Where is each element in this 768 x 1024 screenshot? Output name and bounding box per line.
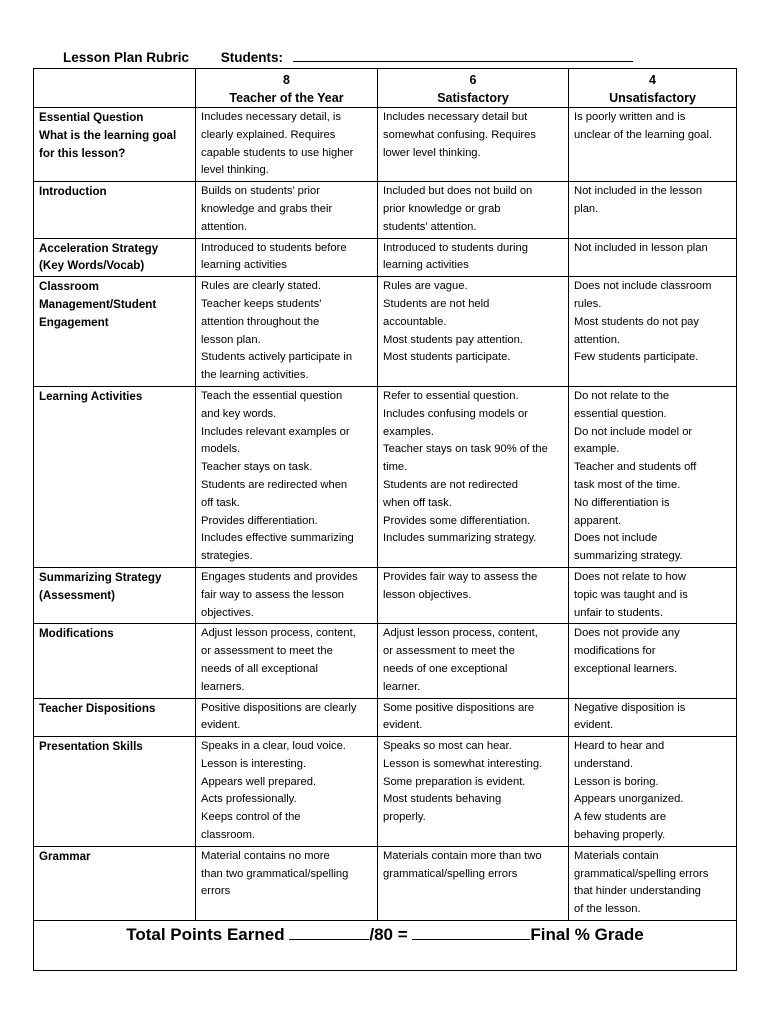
descriptor-text: or assessment to meet the bbox=[383, 645, 515, 658]
descriptor-text: properly. bbox=[383, 811, 426, 824]
descriptor-text: example. bbox=[574, 443, 620, 456]
descriptor-text: grammatical/spelling errors bbox=[383, 867, 518, 880]
descriptor-text: Students are redirected when bbox=[201, 478, 348, 491]
descriptor-text: Teacher stays on task 90% of the bbox=[383, 443, 548, 456]
descriptor-text: Does not provide any bbox=[574, 627, 680, 640]
rubric-row bbox=[34, 108, 737, 182]
descriptor-text: lesson plan. bbox=[201, 333, 261, 346]
descriptor-text: Teacher keeps students’ bbox=[201, 297, 322, 310]
students-label: Students: bbox=[220, 50, 284, 65]
descriptor-text: Adjust lesson process, content, bbox=[383, 627, 538, 640]
column-points: 4 bbox=[649, 73, 656, 87]
descriptor-text: lesson objectives. bbox=[383, 588, 472, 601]
descriptor-text: students’ attention. bbox=[383, 220, 477, 233]
students-blank-line[interactable] bbox=[293, 49, 633, 62]
descriptor-text: or assessment to meet the bbox=[201, 645, 333, 658]
criterion-text: Grammar bbox=[39, 849, 91, 863]
descriptor-text: the learning activities. bbox=[201, 369, 309, 382]
descriptor-cell-satisfactory bbox=[378, 737, 569, 847]
column-header-teacher-of-the-year bbox=[196, 69, 378, 108]
criterion-text: for this lesson? bbox=[39, 146, 126, 160]
descriptor-text: Some positive dispositions are bbox=[383, 701, 535, 714]
descriptor-text: accountable. bbox=[383, 315, 447, 328]
criterion-text: Introduction bbox=[39, 185, 107, 199]
descriptor-cell-satisfactory bbox=[378, 386, 569, 567]
descriptor-text: Most students participate. bbox=[383, 351, 511, 364]
descriptor-text: Builds on students’ prior bbox=[201, 185, 320, 198]
descriptor-text: Most students do not pay bbox=[574, 315, 700, 328]
descriptor-cell-unsatisfactory bbox=[569, 238, 737, 277]
descriptor-text: Students are not redirected bbox=[383, 478, 518, 491]
descriptor-text: and key words. bbox=[201, 407, 277, 420]
descriptor-text: off task. bbox=[201, 496, 240, 509]
descriptor-text: topic was taught and is bbox=[574, 588, 688, 601]
descriptor-text: unclear of the learning goal. bbox=[574, 128, 713, 141]
descriptor-text: lower level thinking. bbox=[383, 146, 481, 159]
total-row bbox=[34, 921, 737, 971]
descriptor-text: that hinder understanding bbox=[574, 885, 701, 898]
criterion-cell bbox=[34, 277, 196, 387]
descriptor-text: essential question. bbox=[574, 407, 667, 420]
rubric-row bbox=[34, 238, 737, 277]
criterion-text: Modifications bbox=[39, 627, 114, 641]
descriptor-text: Do not relate to the bbox=[574, 389, 670, 402]
descriptor-text: modifications for bbox=[574, 645, 656, 658]
descriptor-text: models. bbox=[201, 443, 241, 456]
descriptor-text: somewhat confusing. Requires bbox=[383, 128, 536, 141]
descriptor-text: A few students are bbox=[574, 811, 667, 824]
descriptor-text: Few students participate. bbox=[574, 351, 699, 364]
descriptor-text: learning activities bbox=[201, 259, 287, 272]
descriptor-text: Does not include classroom bbox=[574, 280, 712, 293]
criterion-cell bbox=[34, 567, 196, 623]
descriptor-text: behaving properly. bbox=[574, 829, 666, 842]
descriptor-text: Lesson is interesting. bbox=[201, 757, 307, 770]
descriptor-text: Negative disposition is bbox=[574, 701, 686, 714]
descriptor-text: Speaks in a clear, loud voice. bbox=[201, 740, 346, 753]
criterion-text: (Key Words/Vocab) bbox=[39, 259, 145, 273]
descriptor-text: Refer to essential question. bbox=[383, 389, 519, 402]
descriptor-text: Students are not held bbox=[383, 297, 490, 310]
descriptor-text: errors bbox=[201, 885, 231, 898]
descriptor-text: when off task. bbox=[383, 496, 452, 509]
criterion-text: Engagement bbox=[39, 315, 109, 329]
criterion-text: Teacher Dispositions bbox=[39, 701, 156, 715]
descriptor-text: Is poorly written and is bbox=[574, 111, 686, 123]
descriptor-text: Teacher stays on task. bbox=[201, 461, 313, 474]
descriptor-text: Do not include model or bbox=[574, 425, 693, 438]
rubric-row bbox=[34, 182, 737, 238]
descriptor-text: unfair to students. bbox=[574, 606, 663, 619]
descriptor-text: apparent. bbox=[574, 514, 622, 527]
rubric-row bbox=[34, 737, 737, 847]
descriptor-text: Included but does not build on bbox=[383, 185, 533, 198]
descriptor-text: task most of the time. bbox=[574, 478, 681, 491]
descriptor-text: objectives. bbox=[201, 606, 254, 619]
descriptor-text: learner. bbox=[383, 680, 421, 693]
descriptor-text: evident. bbox=[574, 719, 614, 732]
criterion-cell bbox=[34, 238, 196, 277]
descriptor-text: Provides some differentiation. bbox=[383, 514, 531, 527]
descriptor-cell-satisfactory bbox=[378, 846, 569, 920]
descriptor-text: attention. bbox=[574, 333, 621, 346]
descriptor-text: strategies. bbox=[201, 550, 253, 563]
descriptor-text: time. bbox=[383, 461, 408, 474]
column-label: Teacher of the Year bbox=[229, 91, 344, 105]
descriptor-cell-satisfactory bbox=[378, 238, 569, 277]
descriptor-text: fair way to assess the lesson bbox=[201, 588, 345, 601]
descriptor-text: Speaks so most can hear. bbox=[383, 740, 512, 753]
descriptor-cell-unsatisfactory bbox=[569, 386, 737, 567]
descriptor-cell-unsatisfactory bbox=[569, 108, 737, 182]
descriptor-text: Includes necessary detail, is bbox=[201, 111, 341, 123]
criterion-text: Summarizing Strategy bbox=[39, 570, 162, 584]
rubric-row bbox=[34, 386, 737, 567]
descriptor-text: than two grammatical/spelling bbox=[201, 867, 349, 880]
descriptor-cell-satisfactory bbox=[378, 698, 569, 737]
rubric-table bbox=[33, 68, 737, 971]
total-points-cell bbox=[34, 921, 737, 971]
descriptor-text: Lesson is somewhat interesting. bbox=[383, 757, 543, 770]
descriptor-cell-teacher-of-the-year bbox=[196, 108, 378, 182]
criterion-cell bbox=[34, 624, 196, 698]
criterion-text: Presentation Skills bbox=[39, 740, 143, 754]
descriptor-text: of the lesson. bbox=[574, 903, 641, 916]
descriptor-text: Heard to hear and bbox=[574, 740, 665, 753]
criterion-cell bbox=[34, 108, 196, 182]
descriptor-text: learners. bbox=[201, 680, 245, 693]
descriptor-text: Teach the essential question bbox=[201, 389, 343, 402]
rubric-row bbox=[34, 277, 737, 387]
descriptor-text: learning activities bbox=[383, 259, 469, 272]
descriptor-text: Does not relate to how bbox=[574, 570, 686, 583]
descriptor-cell-unsatisfactory bbox=[569, 567, 737, 623]
descriptor-cell-satisfactory bbox=[378, 624, 569, 698]
column-points: 8 bbox=[283, 73, 290, 87]
descriptor-text: Materials contain more than two bbox=[383, 849, 542, 862]
descriptor-text: Introduced to students during bbox=[383, 241, 528, 254]
descriptor-text: Provides differentiation. bbox=[201, 514, 318, 527]
descriptor-text: Includes relevant examples or bbox=[201, 425, 350, 438]
criterion-cell bbox=[34, 698, 196, 737]
descriptor-cell-satisfactory bbox=[378, 182, 569, 238]
descriptor-cell-teacher-of-the-year bbox=[196, 238, 378, 277]
descriptor-text: attention. bbox=[201, 220, 248, 233]
descriptor-text: exceptional learners. bbox=[574, 662, 678, 675]
header-corner-cell bbox=[34, 69, 196, 108]
descriptor-text: capable students to use higher bbox=[201, 146, 354, 159]
descriptor-cell-unsatisfactory bbox=[569, 624, 737, 698]
descriptor-cell-teacher-of-the-year bbox=[196, 624, 378, 698]
descriptor-text: Not included in lesson plan bbox=[574, 241, 708, 254]
criterion-text: Essential Question bbox=[39, 111, 144, 124]
criterion-text: Classroom bbox=[39, 280, 99, 294]
criterion-cell bbox=[34, 846, 196, 920]
descriptor-text: No differentiation is bbox=[574, 496, 670, 509]
descriptor-cell-teacher-of-the-year bbox=[196, 182, 378, 238]
descriptor-cell-teacher-of-the-year bbox=[196, 567, 378, 623]
descriptor-text: clearly explained. Requires bbox=[201, 128, 336, 141]
descriptor-cell-satisfactory bbox=[378, 108, 569, 182]
page-header bbox=[63, 49, 633, 65]
descriptor-cell-teacher-of-the-year bbox=[196, 737, 378, 847]
descriptor-text: level thinking. bbox=[201, 164, 269, 177]
descriptor-text: Most students pay attention. bbox=[383, 333, 523, 346]
descriptor-text: needs of all exceptional bbox=[201, 662, 318, 675]
descriptor-text: Rules are vague. bbox=[383, 280, 468, 293]
column-label: Unsatisfactory bbox=[609, 91, 696, 105]
final-grade-blank[interactable] bbox=[412, 925, 530, 940]
column-header-unsatisfactory bbox=[569, 69, 737, 108]
descriptor-text: Adjust lesson process, content, bbox=[201, 627, 356, 640]
descriptor-text: evident. bbox=[201, 719, 241, 732]
descriptor-text: Introduced to students before bbox=[201, 241, 347, 254]
criterion-text: What is the learning goal bbox=[39, 128, 177, 142]
descriptor-text: Provides fair way to assess the bbox=[383, 570, 538, 583]
descriptor-text: Includes summarizing strategy. bbox=[383, 532, 537, 545]
descriptor-cell-unsatisfactory bbox=[569, 277, 737, 387]
total-out-of: /80 = bbox=[369, 925, 408, 945]
descriptor-text: Most students behaving bbox=[383, 793, 502, 806]
descriptor-text: Rules are clearly stated. bbox=[201, 280, 322, 293]
descriptor-text: Keeps control of the bbox=[201, 811, 301, 824]
criterion-text: (Assessment) bbox=[39, 588, 116, 602]
criterion-cell bbox=[34, 386, 196, 567]
rubric-header-row bbox=[34, 69, 737, 108]
descriptor-text: Includes necessary detail but bbox=[383, 111, 528, 123]
descriptor-text: Includes effective summarizing bbox=[201, 532, 354, 545]
descriptor-text: Appears well prepared. bbox=[201, 775, 317, 788]
descriptor-cell-teacher-of-the-year bbox=[196, 846, 378, 920]
points-earned-blank[interactable] bbox=[289, 925, 369, 940]
descriptor-text: classroom. bbox=[201, 829, 256, 842]
descriptor-text: attention throughout the bbox=[201, 315, 320, 328]
criterion-cell bbox=[34, 182, 196, 238]
descriptor-text: Some preparation is evident. bbox=[383, 775, 526, 788]
rubric-row bbox=[34, 846, 737, 920]
descriptor-text: Includes confusing models or bbox=[383, 407, 528, 420]
descriptor-text: Engages students and provides bbox=[201, 570, 358, 583]
descriptor-text: summarizing strategy. bbox=[574, 550, 683, 563]
criterion-text: Learning Activities bbox=[39, 389, 143, 403]
descriptor-cell-satisfactory bbox=[378, 277, 569, 387]
rubric-row bbox=[34, 698, 737, 737]
descriptor-text: prior knowledge or grab bbox=[383, 202, 501, 215]
column-label: Satisfactory bbox=[437, 91, 509, 105]
total-points-label: Total Points Earned bbox=[126, 925, 285, 945]
descriptor-cell-unsatisfactory bbox=[569, 737, 737, 847]
descriptor-cell-unsatisfactory bbox=[569, 846, 737, 920]
descriptor-text: understand. bbox=[574, 757, 634, 770]
descriptor-cell-teacher-of-the-year bbox=[196, 277, 378, 387]
descriptor-text: Acts professionally. bbox=[201, 793, 297, 806]
descriptor-text: rules. bbox=[574, 297, 602, 310]
descriptor-text: Appears unorganized. bbox=[574, 793, 684, 806]
criterion-cell bbox=[34, 737, 196, 847]
criterion-text: Acceleration Strategy bbox=[39, 241, 159, 255]
descriptor-text: evident. bbox=[383, 719, 423, 732]
column-header-satisfactory bbox=[378, 69, 569, 108]
rubric-title: Lesson Plan Rubric bbox=[63, 50, 190, 65]
descriptor-cell-unsatisfactory bbox=[569, 698, 737, 737]
descriptor-cell-teacher-of-the-year bbox=[196, 386, 378, 567]
descriptor-cell-satisfactory bbox=[378, 567, 569, 623]
rubric-row bbox=[34, 624, 737, 698]
descriptor-cell-unsatisfactory bbox=[569, 182, 737, 238]
descriptor-text: Students actively participate in bbox=[201, 351, 353, 364]
rubric-body bbox=[34, 108, 737, 921]
descriptor-text: Lesson is boring. bbox=[574, 775, 659, 788]
descriptor-cell-teacher-of-the-year bbox=[196, 698, 378, 737]
rubric-row bbox=[34, 567, 737, 623]
descriptor-text: Material contains no more bbox=[201, 849, 330, 862]
descriptor-text: needs of one exceptional bbox=[383, 662, 508, 675]
descriptor-text: Not included in the lesson bbox=[574, 185, 703, 198]
descriptor-text: plan. bbox=[574, 202, 599, 215]
descriptor-text: Positive dispositions are clearly bbox=[201, 701, 357, 714]
descriptor-text: Materials contain bbox=[574, 849, 659, 862]
descriptor-text: Does not include bbox=[574, 532, 658, 545]
criterion-text: Management/Student bbox=[39, 297, 157, 311]
descriptor-text: examples. bbox=[383, 425, 434, 438]
final-grade-label: Final % Grade bbox=[530, 925, 644, 945]
descriptor-text: knowledge and grabs their bbox=[201, 202, 333, 215]
column-points: 6 bbox=[469, 73, 477, 87]
descriptor-text: grammatical/spelling errors bbox=[574, 867, 709, 880]
descriptor-text: Teacher and students off bbox=[574, 461, 697, 474]
